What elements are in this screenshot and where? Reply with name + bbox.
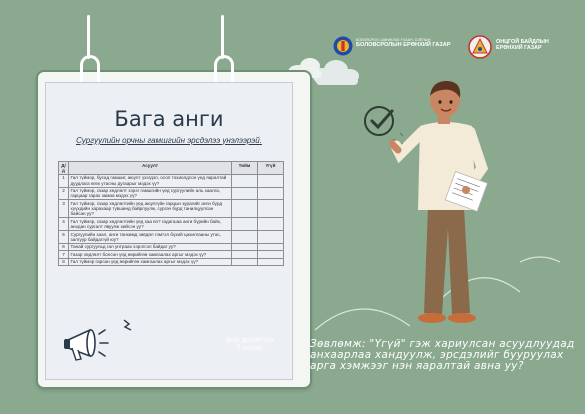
- campaign-logo: Бие даалтын 7 хоног: [226, 336, 274, 352]
- row-number: 5: [59, 231, 69, 244]
- row-question: Гал түймэр, бусад гамшиг, аюулт үзэгдэл, осол тохиолдсон үед яаралтай дуудлага өгөх утасны дугаарыг мэдэх үү?: [69, 174, 232, 187]
- cloud-right: [313, 60, 359, 85]
- card-subtitle: Сургуулийн орчны гамшгийн эрсдэлээ үнэлээрэй.: [76, 136, 262, 145]
- yes-cell[interactable]: [232, 243, 258, 250]
- no-cell[interactable]: [258, 174, 284, 187]
- emergency-agency-label: ОНЦГОЙ БАЙДЛЫН ЕРӨНХИЙ ГАЗАР: [496, 39, 549, 52]
- row-question: Гал түймэр, газар хөдлөлт зэрэг гамшгийн үед сургуулийн аль хаалга, гарцаар гарах замаа мэдэх үү?: [69, 187, 232, 200]
- no-cell[interactable]: [258, 218, 284, 231]
- yes-cell[interactable]: [232, 258, 258, 265]
- education-agency-label: БОЛОВСРОЛ, ШИНЖЛЭХ УХААН, СОЁЛЫН БОЛОВСРОЛЫН ЕРӨНХИЙ ГАЗАР: [356, 38, 451, 49]
- table-row: [59, 174, 284, 187]
- table-row: [59, 258, 284, 265]
- column-header-question: Асуулт: [69, 162, 232, 175]
- no-cell[interactable]: [258, 243, 284, 250]
- no-cell[interactable]: [258, 200, 284, 218]
- row-question: Сургуулийн заал, анги танхимд зөвдөл гэмтэл бүхий цахилгааны утас, залгуур байдаггүй юу?: [69, 231, 232, 244]
- row-question: Гал түймэр, газар хөдлөлтийн үед хаа вэ? гадагшаа анги бүрийн байх, анхдан сургалт явуулж хийсэн уу?: [69, 218, 232, 231]
- no-cell[interactable]: [258, 251, 284, 258]
- column-header-no: Үгүй: [258, 162, 284, 175]
- clipboard-ribbon-right: [221, 15, 224, 59]
- row-number: 3: [59, 200, 69, 218]
- row-question: Газар хөдлөлт болсон үед өөрийгөө хамгаалах аргыг мэдэх үү?: [69, 251, 232, 258]
- yes-cell[interactable]: [232, 187, 258, 200]
- table-row: [59, 200, 284, 218]
- yes-cell[interactable]: [232, 174, 258, 187]
- row-question: Гал түймэр, газар хөдлөлтийн үед аюулгүйн гарцын зурагийг анги бүрд хүүхдийн харахаар түвшинд байрлуулж, сургач бүрд танилцуулсан байсан уу?: [69, 200, 232, 218]
- no-cell[interactable]: [258, 187, 284, 200]
- yes-cell[interactable]: [232, 251, 258, 258]
- megaphone-icon: [62, 324, 114, 364]
- card-title: Бага анги: [114, 107, 224, 131]
- yes-cell[interactable]: [232, 231, 258, 244]
- row-number: 2: [59, 187, 69, 200]
- pants-shape: [424, 208, 470, 314]
- table-header-row: [59, 162, 284, 175]
- clipboard-ribbon-left: [87, 15, 90, 59]
- clipboard-clip-left: [80, 55, 100, 82]
- column-header-yes: Тийм: [232, 162, 258, 175]
- row-question: Гал түймэр гарсан үед өөрийгөө хамгаалах аргыг мэдэх үү?: [69, 258, 232, 265]
- questionnaire-table: [58, 161, 284, 266]
- table-row: [59, 251, 284, 258]
- column-header-number: Д/д: [59, 162, 69, 175]
- recommendation-text: Зөвлөмж: "Үгүй" гэж хариулсан асуудлуудад анхаарлаа хандуулж, эрсдэлийг бууруулах арга хэмжээг нэн яаралтай авна уу?: [310, 338, 575, 373]
- row-question: Танай сургуульд гал унтраах хэрэгсэл байдаг уу?: [69, 243, 232, 250]
- no-cell[interactable]: [258, 231, 284, 244]
- boy-illustration: [390, 78, 500, 340]
- yes-cell[interactable]: [232, 218, 258, 231]
- table-row: [59, 231, 284, 244]
- clipboard-clip-right: [214, 55, 234, 82]
- row-number: 1: [59, 174, 69, 187]
- row-number: 7: [59, 251, 69, 258]
- row-number: 8: [59, 258, 69, 265]
- squiggle-icon: [122, 316, 142, 332]
- no-cell[interactable]: [258, 258, 284, 265]
- table-row: [59, 243, 284, 250]
- table-row: [59, 187, 284, 200]
- yes-cell[interactable]: [232, 200, 258, 218]
- row-number: 4: [59, 218, 69, 231]
- table-row: [59, 218, 284, 231]
- row-number: 6: [59, 243, 69, 250]
